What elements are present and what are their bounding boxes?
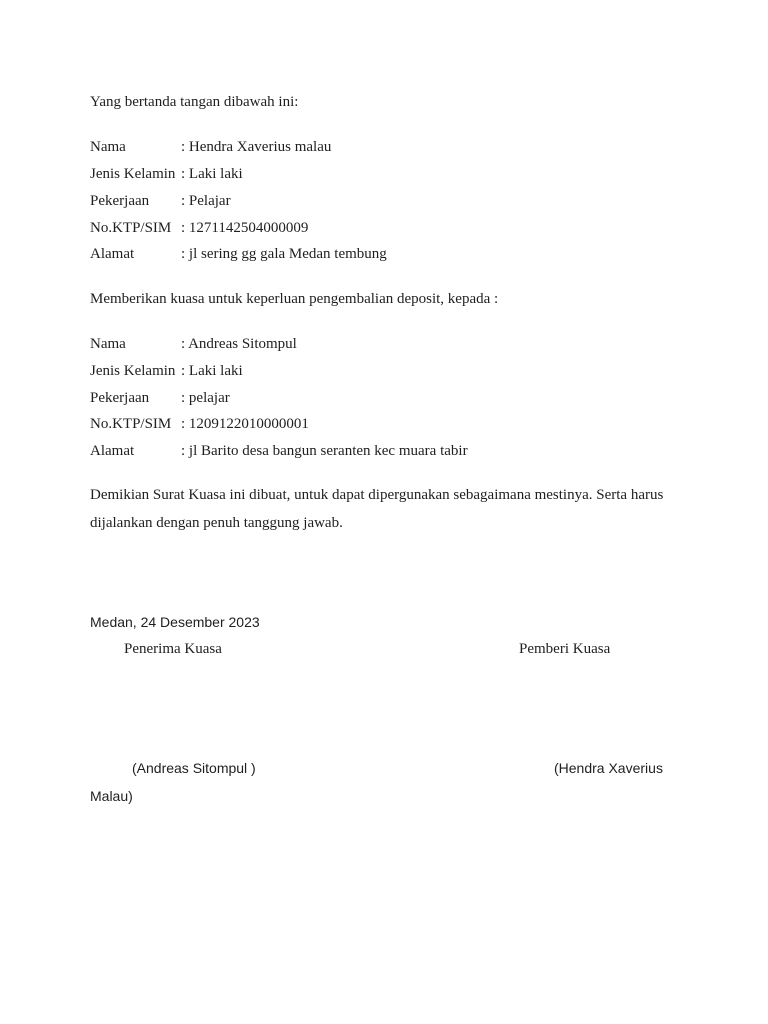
receiver-title: Penerima Kuasa: [124, 641, 222, 657]
intro-text: Yang bertanda tangan dibawah ini:: [90, 94, 299, 110]
giver-title: Pemberi Kuasa: [519, 641, 611, 657]
grantor-gender-label: Jenis Kelamin: [90, 166, 176, 182]
grantor-job-label: Pekerjaan: [90, 193, 150, 209]
grantor-id-value: : 1271142504000009: [181, 220, 309, 236]
grantee-address-value: : jl Barito desa bangun seranten kec muara tabir: [181, 443, 468, 459]
place-date: Medan, 24 Desember 2023: [90, 614, 260, 630]
giver-signature-name-line2: Malau): [90, 788, 133, 804]
grantee-job-value: : pelajar: [181, 390, 230, 406]
grantee-gender-value: : Laki laki: [181, 363, 243, 379]
grantee-name-label: Nama: [90, 336, 126, 352]
receiver-signature-name: (Andreas Sitompul ): [132, 760, 256, 776]
grantee-gender-label: Jenis Kelamin: [90, 363, 176, 379]
grantor-gender-value: : Laki laki: [181, 166, 243, 182]
closing-paragraph: Demikian Surat Kuasa ini dibuat, untuk dapat dipergunakan sebagaimana mestinya. Serta harus dijalankan dengan penuh tanggung jawab.: [90, 487, 664, 531]
grantee-id-value: : 1209122010000001: [181, 416, 309, 432]
grantor-name-value: : Hendra Xaverius malau: [181, 139, 332, 155]
giver-signature-name-line1: (Hendra Xaverius: [554, 760, 663, 776]
grantor-name-label: Nama: [90, 139, 126, 155]
grantee-id-label: No.KTP/SIM: [90, 416, 172, 432]
grantor-id-label: No.KTP/SIM: [90, 220, 172, 236]
grantor-address-value: : jl sering gg gala Medan tembung: [181, 246, 387, 262]
grantee-address-label: Alamat: [90, 443, 135, 459]
grantee-name-value: : Andreas Sitompul: [181, 336, 297, 352]
grantor-address-label: Alamat: [90, 246, 135, 262]
grantor-job-value: : Pelajar: [181, 193, 231, 209]
purpose-text: Memberikan kuasa untuk keperluan pengembalian deposit, kepada :: [90, 291, 499, 307]
grantee-job-label: Pekerjaan: [90, 390, 150, 406]
